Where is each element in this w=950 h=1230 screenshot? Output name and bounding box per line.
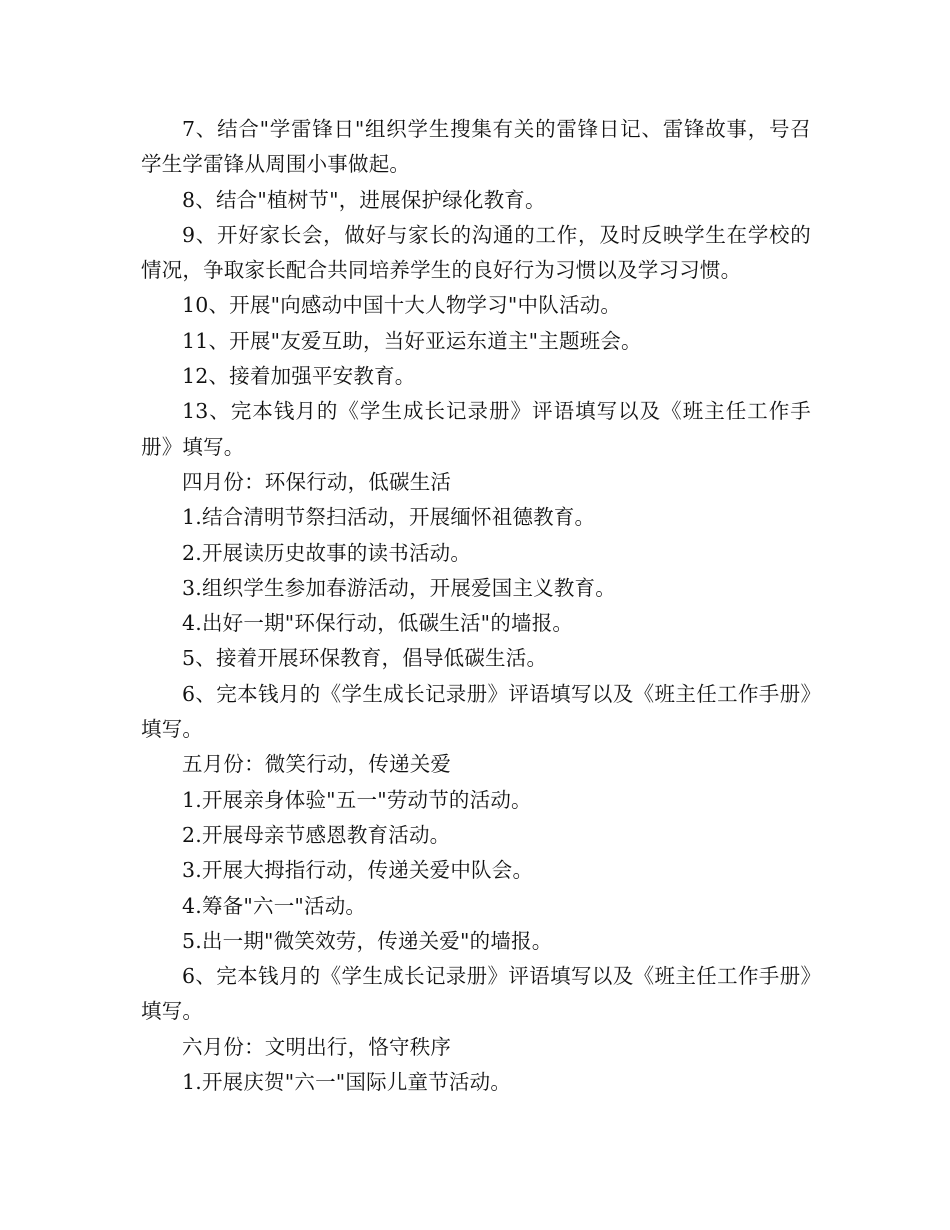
paragraph-item-10: 10、开展"向感动中国十大人物学习"中队活动。 [182, 293, 622, 318]
document-body [141, 112, 811, 1100]
paragraph-item-7: 7、结合"学雷锋日"组织学生搜集有关的雷锋日记、雷锋故事，号召学生学雷锋从周围小事做起。 [141, 117, 811, 177]
paragraph-item-13: 13、完本钱月的《学生成长记录册》评语填写以及《班主任工作手册》填写。 [141, 399, 811, 459]
may-item-3: 3.开展大拇指行动，传递关爱中队会。 [182, 858, 534, 883]
april-item-2: 2.开展读历史故事的读书活动。 [182, 540, 472, 565]
may-item-4: 4.筹备"六一"活动。 [182, 893, 367, 918]
paragraph-item-12: 12、接着加强平安教育。 [182, 364, 416, 389]
april-item-5: 5、接着开展环保教育，倡导低碳生活。 [182, 646, 548, 671]
april-item-6: 6、完本钱月的《学生成长记录册》评语填写以及《班主任工作手册》填写。 [141, 681, 811, 742]
may-item-6: 6、完本钱月的《学生成长记录册》评语填写以及《班主任工作手册》填写。 [141, 964, 811, 1024]
may-item-2: 2.开展母亲节感恩教育活动。 [182, 822, 451, 847]
april-item-3: 3.组织学生参加春游活动，开展爱国主义教育。 [182, 575, 616, 600]
april-item-4: 4.出好一期"环保行动，低碳生活"的墙报。 [182, 611, 574, 636]
april-item-1: 1.结合清明节祭扫活动，开展缅怀祖德教育。 [182, 505, 596, 530]
paragraph-item-8: 8、结合"植树节"，进展保护绿化教育。 [182, 187, 546, 212]
section-heading-june: 六月份：文明出行，恪守秩序 [182, 1034, 452, 1059]
june-item-1: 1.开展庆贺"六一"国际儿童节活动。 [182, 1070, 512, 1095]
paragraph-item-11: 11、开展"友爱互助，当好亚运东道主"主题班会。 [182, 328, 642, 353]
paragraph-item-9: 9、开好家长会，做好与家长的沟通的工作，及时反映学生在学校的情况，争取家长配合共同培养学生的良好行为习惯以及学习习惯。 [141, 222, 811, 283]
section-heading-april: 四月份：环保行动，低碳生活 [182, 469, 452, 494]
may-item-5: 5.出一期"微笑效劳，传递关爱"的墙报。 [182, 928, 553, 953]
may-item-1: 1.开展亲身体验"五一"劳动节的活动。 [182, 787, 532, 812]
section-heading-may: 五月份：微笑行动，传递关爱 [182, 752, 452, 777]
